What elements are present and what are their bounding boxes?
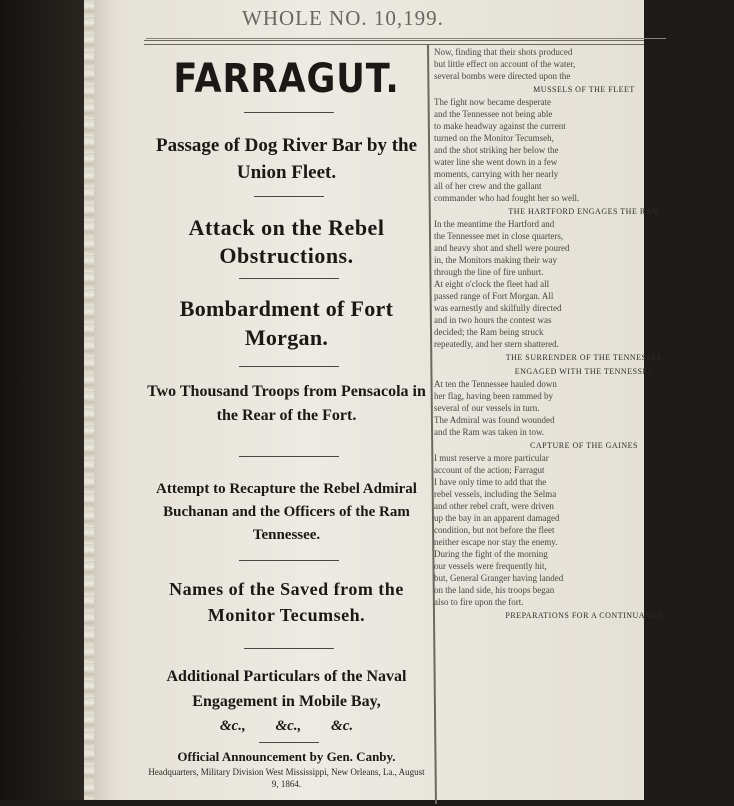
body-text-line: Now, finding that their shots produced	[434, 47, 573, 57]
separator-rule	[239, 278, 339, 279]
body-text-line: was earnestly and skilfully directed	[434, 303, 562, 313]
body-text-line: The fight now became desperate	[434, 97, 551, 107]
body-text-line: and the shot striking her below the	[434, 145, 559, 155]
main-headline: FARRAGUT.	[173, 56, 400, 102]
body-text-line: account of the action; Farragut	[434, 465, 545, 475]
body-text-line: and the Tennessee not being able	[434, 109, 553, 119]
separator-rule	[239, 366, 339, 367]
deck-recapture-attempt: Attempt to Recapture the Rebel Admiral Buchanan and the Officers of the Ram Tennessee.	[156, 481, 417, 543]
body-text-line: During the fight of the morning	[434, 549, 548, 559]
separator-rule	[244, 112, 334, 113]
body-text-line: turned on the Monitor Tecumseh,	[434, 133, 554, 143]
deck-dog-river: Passage of Dog River Bar by the Union Fleet.	[155, 135, 418, 183]
deck-additional-particulars: Additional Particulars of the Naval Engagement in Mobile Bay,	[166, 668, 407, 710]
body-text-line: several of our vessels in turn.	[434, 403, 540, 413]
body-text-line: I must reserve a more particular	[434, 453, 549, 463]
body-text-line: also to fire upon the fort.	[434, 597, 524, 607]
body-text-line: her flag, having been rammed by	[434, 391, 553, 401]
body-text-line: on the land side, his troops began	[434, 585, 555, 595]
separator-rule	[244, 648, 334, 649]
body-subhead: THE SURRENDER OF THE TENNESSEE	[505, 353, 663, 362]
deck-attack-obstructions: Attack on the Rebel Obstructions.	[188, 215, 385, 268]
body-text-line: condition, but not before the fleet	[434, 525, 555, 535]
body-text-line: but little effect on account of the water,	[434, 59, 576, 69]
body-text-line: rebel vessels, including the Selma	[434, 489, 557, 499]
body-text-line: decided; the Ram being struck	[434, 327, 544, 337]
top-double-rule	[144, 40, 644, 45]
body-text-line: and other rebel craft, were driven	[434, 501, 554, 511]
body-text-line: and heavy shot and shell were poured	[434, 243, 570, 253]
issue-number: WHOLE NO. 10,199.	[242, 6, 444, 30]
body-text-line: the Tennessee met in close quarters,	[434, 231, 564, 241]
deck-bombardment: Bombardment of Fort Morgan.	[179, 296, 394, 350]
body-text-line: water line she went down in a few	[434, 157, 558, 167]
deck-saved-names: Names of the Saved from the Monitor Tecumseh.	[169, 579, 404, 625]
body-text-line: but, General Granger having landed	[434, 573, 564, 583]
body-subhead: MUSSELS OF THE FLEET	[533, 85, 635, 94]
body-text-line: up the bay in an apparent damaged	[434, 513, 560, 523]
body-text-line: I have only time to add that the	[434, 477, 547, 487]
body-subhead: PREPARATIONS FOR A CONTINUANCE	[505, 611, 663, 620]
official-announcement: Official Announcement by Gen. Canby.	[177, 749, 396, 764]
body-text-line: in, the Monitors making their way	[434, 255, 557, 265]
separator-rule	[239, 560, 339, 561]
dateline: Headquarters, Military Division West Mississippi, New Orleans, La., August 9, 1864.	[148, 767, 425, 789]
body-text-line: The Admiral was found wounded	[434, 415, 555, 425]
separator-rule	[254, 196, 324, 197]
body-subhead: ENGAGED WITH THE TENNESSEE	[514, 367, 654, 376]
book-binding-shadow	[0, 0, 92, 800]
body-text-line: moments, carrying with her nearly	[434, 169, 559, 179]
body-text-line: repeatedly, and her stern shattered.	[434, 339, 559, 349]
masthead-strip	[146, 0, 666, 39]
body-text-line: through the line of fire unhurt.	[434, 267, 544, 277]
body-text-line: our vessels were frequently hit,	[434, 561, 547, 571]
separator-rule	[259, 742, 319, 743]
body-text-line: all of her crew and the gallant	[434, 181, 542, 191]
body-subhead: THE HARTFORD ENGAGES THE RAM	[508, 207, 660, 216]
deck-etc: &c., &c., &c.	[219, 718, 354, 734]
body-text-line: to make headway against the current	[434, 121, 566, 131]
page-edge	[84, 0, 94, 800]
body-text-line: and in two hours the contest was	[434, 315, 552, 325]
body-text-line: At eight o'clock the fleet had all	[434, 279, 550, 289]
newspaper-page	[84, 0, 663, 800]
body-text-line: commander who had fought her so well.	[434, 193, 580, 203]
body-text-line: In the meantime the Hartford and	[434, 219, 555, 229]
body-text-line: several bombs were directed upon the	[434, 71, 571, 81]
separator-rule	[239, 456, 339, 457]
body-text-column	[434, 46, 734, 806]
body-text-line: neither escape nor stay the enemy.	[434, 537, 558, 547]
body-text-line: passed range of Fort Morgan. All	[434, 291, 554, 301]
body-text-line: and the Ram was taken in tow.	[434, 427, 545, 437]
deck-troops: Two Thousand Troops from Pensacola in the Rear of the Fort.	[147, 383, 426, 424]
body-text-line: At ten the Tennessee hauled down	[434, 379, 557, 389]
body-subhead: CAPTURE OF THE GAINES	[530, 441, 638, 450]
